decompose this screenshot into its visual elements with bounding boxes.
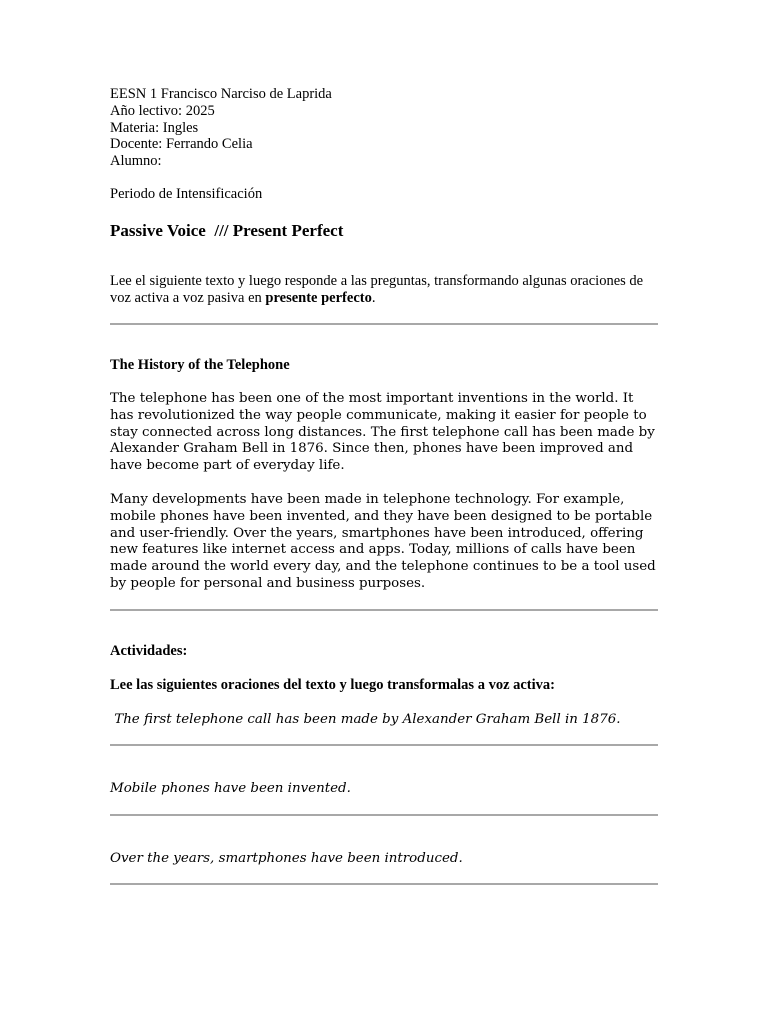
teacher: Docente: Ferrando Celia: [110, 136, 253, 153]
school-year: Año lectivo: 2025: [110, 102, 215, 119]
activity-sentence-3: Over the years, smartphones have been introduced.: [110, 851, 463, 866]
intro-instructions: [110, 273, 658, 307]
answer-line-2: [110, 814, 658, 816]
period-label: Periodo de Intensificación: [110, 186, 263, 202]
intro-end: .: [371, 290, 376, 306]
intro-bold-term: presente perfecto: [265, 290, 372, 306]
activity-sentence-1: The first telephone call has been made by Alexander Graham Bell in 1876.: [110, 712, 621, 727]
intro-text: Lee el siguiente texto y luego responde a las preguntas, transformando algunas oraciones de voz activa a voz pasiva en: [110, 273, 644, 306]
reading-paragraph-2: Many developments have been made in telephone technology. For example, mobile phones have been invented, and they have been designed to be portable and user-friendly. Over the years, smartphones have been introduced, offering new features like internet access and apps. Today, millions of calls have been made around the world every day, and the telephone continues to be a tool used by people for personal and business purposes.: [110, 492, 656, 591]
activities-instruction: Lee las siguientes oraciones del texto y luego transformalas a voz activa:: [110, 677, 555, 693]
reading-paragraph-1: The telephone has been one of the most important inventions in the world. It has revolutionized the way people communicate, making it easier for people to stay connected across long distances. The first telephone call has been made by Alexander Graham Bell in 1876. Since then, phones have been improved and have become part of everyday life.: [110, 391, 655, 474]
answer-line-1: [110, 744, 658, 746]
document-header: [110, 86, 332, 170]
school-name: EESN 1 Francisco Narciso de Laprida: [110, 86, 332, 102]
student-label: Alumno:: [110, 153, 162, 170]
activity-sentence-2: Mobile phones have been invented.: [110, 781, 351, 796]
document-title: Passive Voice /// Present Perfect: [110, 221, 344, 240]
answer-line-3: [110, 883, 658, 885]
reading-title: The History of the Telephone: [110, 357, 290, 373]
divider: [110, 323, 658, 325]
divider: [110, 609, 658, 611]
subject: Materia: Ingles: [110, 119, 199, 136]
activities-heading: Actividades:: [110, 643, 188, 659]
